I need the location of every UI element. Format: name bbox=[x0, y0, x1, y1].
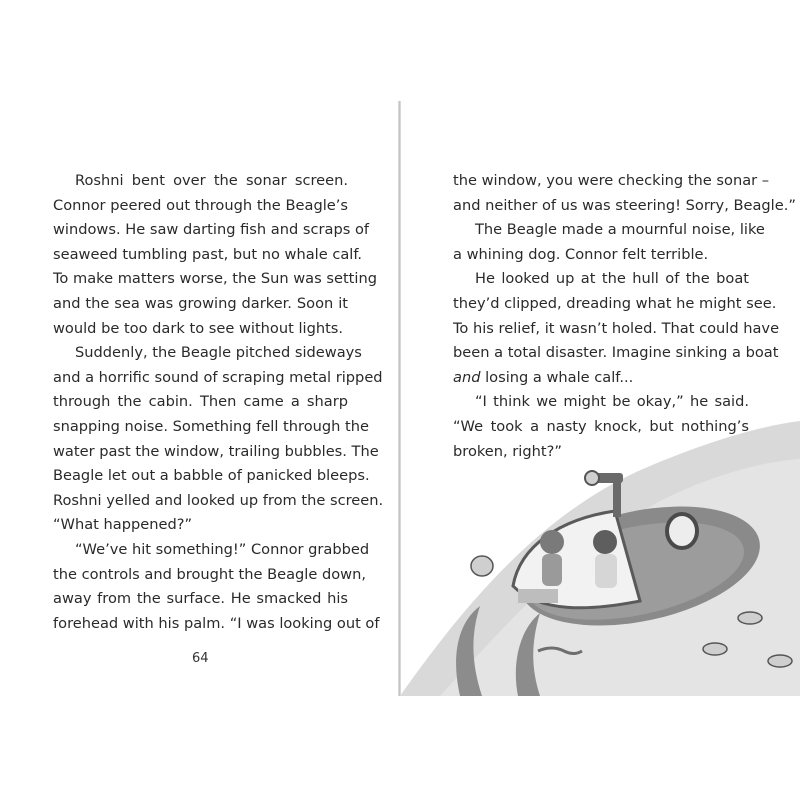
italic-word: and bbox=[453, 368, 481, 386]
text-line: Suddenly, the Beagle pitched sideways bbox=[75, 344, 362, 362]
text-line: water past the window, trailing bubbles. The bbox=[53, 442, 379, 460]
text-line: snapping noise. Something fell through the bbox=[53, 417, 369, 435]
text-line: Beagle let out a babble of panicked bleeps. bbox=[53, 467, 370, 485]
text-line: Roshni yelled and looked up from the screen. bbox=[53, 491, 384, 509]
text-line: and neither of us was steering! Sorry, Beagle.” bbox=[453, 196, 796, 214]
text-line: Roshni bent over the sonar screen. bbox=[75, 172, 348, 189]
text-line: forehead with his palm. “I was looking out of bbox=[53, 614, 380, 632]
text-line: and a horrific sound of scraping metal ripped bbox=[53, 368, 383, 386]
page-number: 64 bbox=[192, 651, 209, 666]
text-line: To his relief, it wasn’t holed. That could have bbox=[453, 319, 780, 337]
text-line: would be too dark to see without lights. bbox=[53, 319, 344, 337]
text-line: through the cabin. Then came a sharp bbox=[53, 393, 348, 411]
left-page bbox=[0, 101, 399, 696]
text-line: broken, right?” bbox=[453, 442, 562, 460]
text-line: Connor peered out through the Beagle’s bbox=[53, 196, 348, 214]
text-line: “We took a nasty knock, but nothing’s bbox=[453, 417, 749, 435]
text-line: the controls and brought the Beagle down, bbox=[53, 565, 366, 583]
text-line: “We’ve hit something!” Connor grabbed bbox=[75, 540, 370, 558]
text-line bbox=[453, 366, 749, 391]
right-text-column bbox=[453, 169, 796, 464]
text-line: been a total disaster. Imagine sinking a boat bbox=[453, 344, 779, 362]
text-line: “What happened?” bbox=[53, 516, 193, 534]
text-line: a whining dog. Connor felt terrible. bbox=[453, 245, 709, 263]
text-fragment: losing a whale calf... bbox=[485, 368, 634, 386]
text-line: they’d clipped, dreading what he might see. bbox=[453, 294, 777, 312]
text-line: To make matters worse, the Sun was setting bbox=[53, 270, 377, 288]
text-line: and the sea was growing darker. Soon it bbox=[53, 294, 348, 312]
text-line: He looked up at the hull of the boat bbox=[475, 270, 749, 288]
text-line: the window, you were checking the sonar – bbox=[453, 172, 770, 189]
text-line: windows. He saw darting fish and scraps of bbox=[53, 221, 370, 239]
text-line: seaweed tumbling past, but no whale calf. bbox=[53, 245, 363, 263]
text-line: away from the surface. He smacked his bbox=[53, 590, 348, 608]
right-page bbox=[400, 101, 800, 696]
book-spread bbox=[0, 101, 800, 696]
text-line: The Beagle made a mournful noise, like bbox=[475, 221, 765, 239]
left-text-column bbox=[53, 169, 384, 636]
text-line: “I think we might be okay,” he said. bbox=[475, 393, 749, 411]
